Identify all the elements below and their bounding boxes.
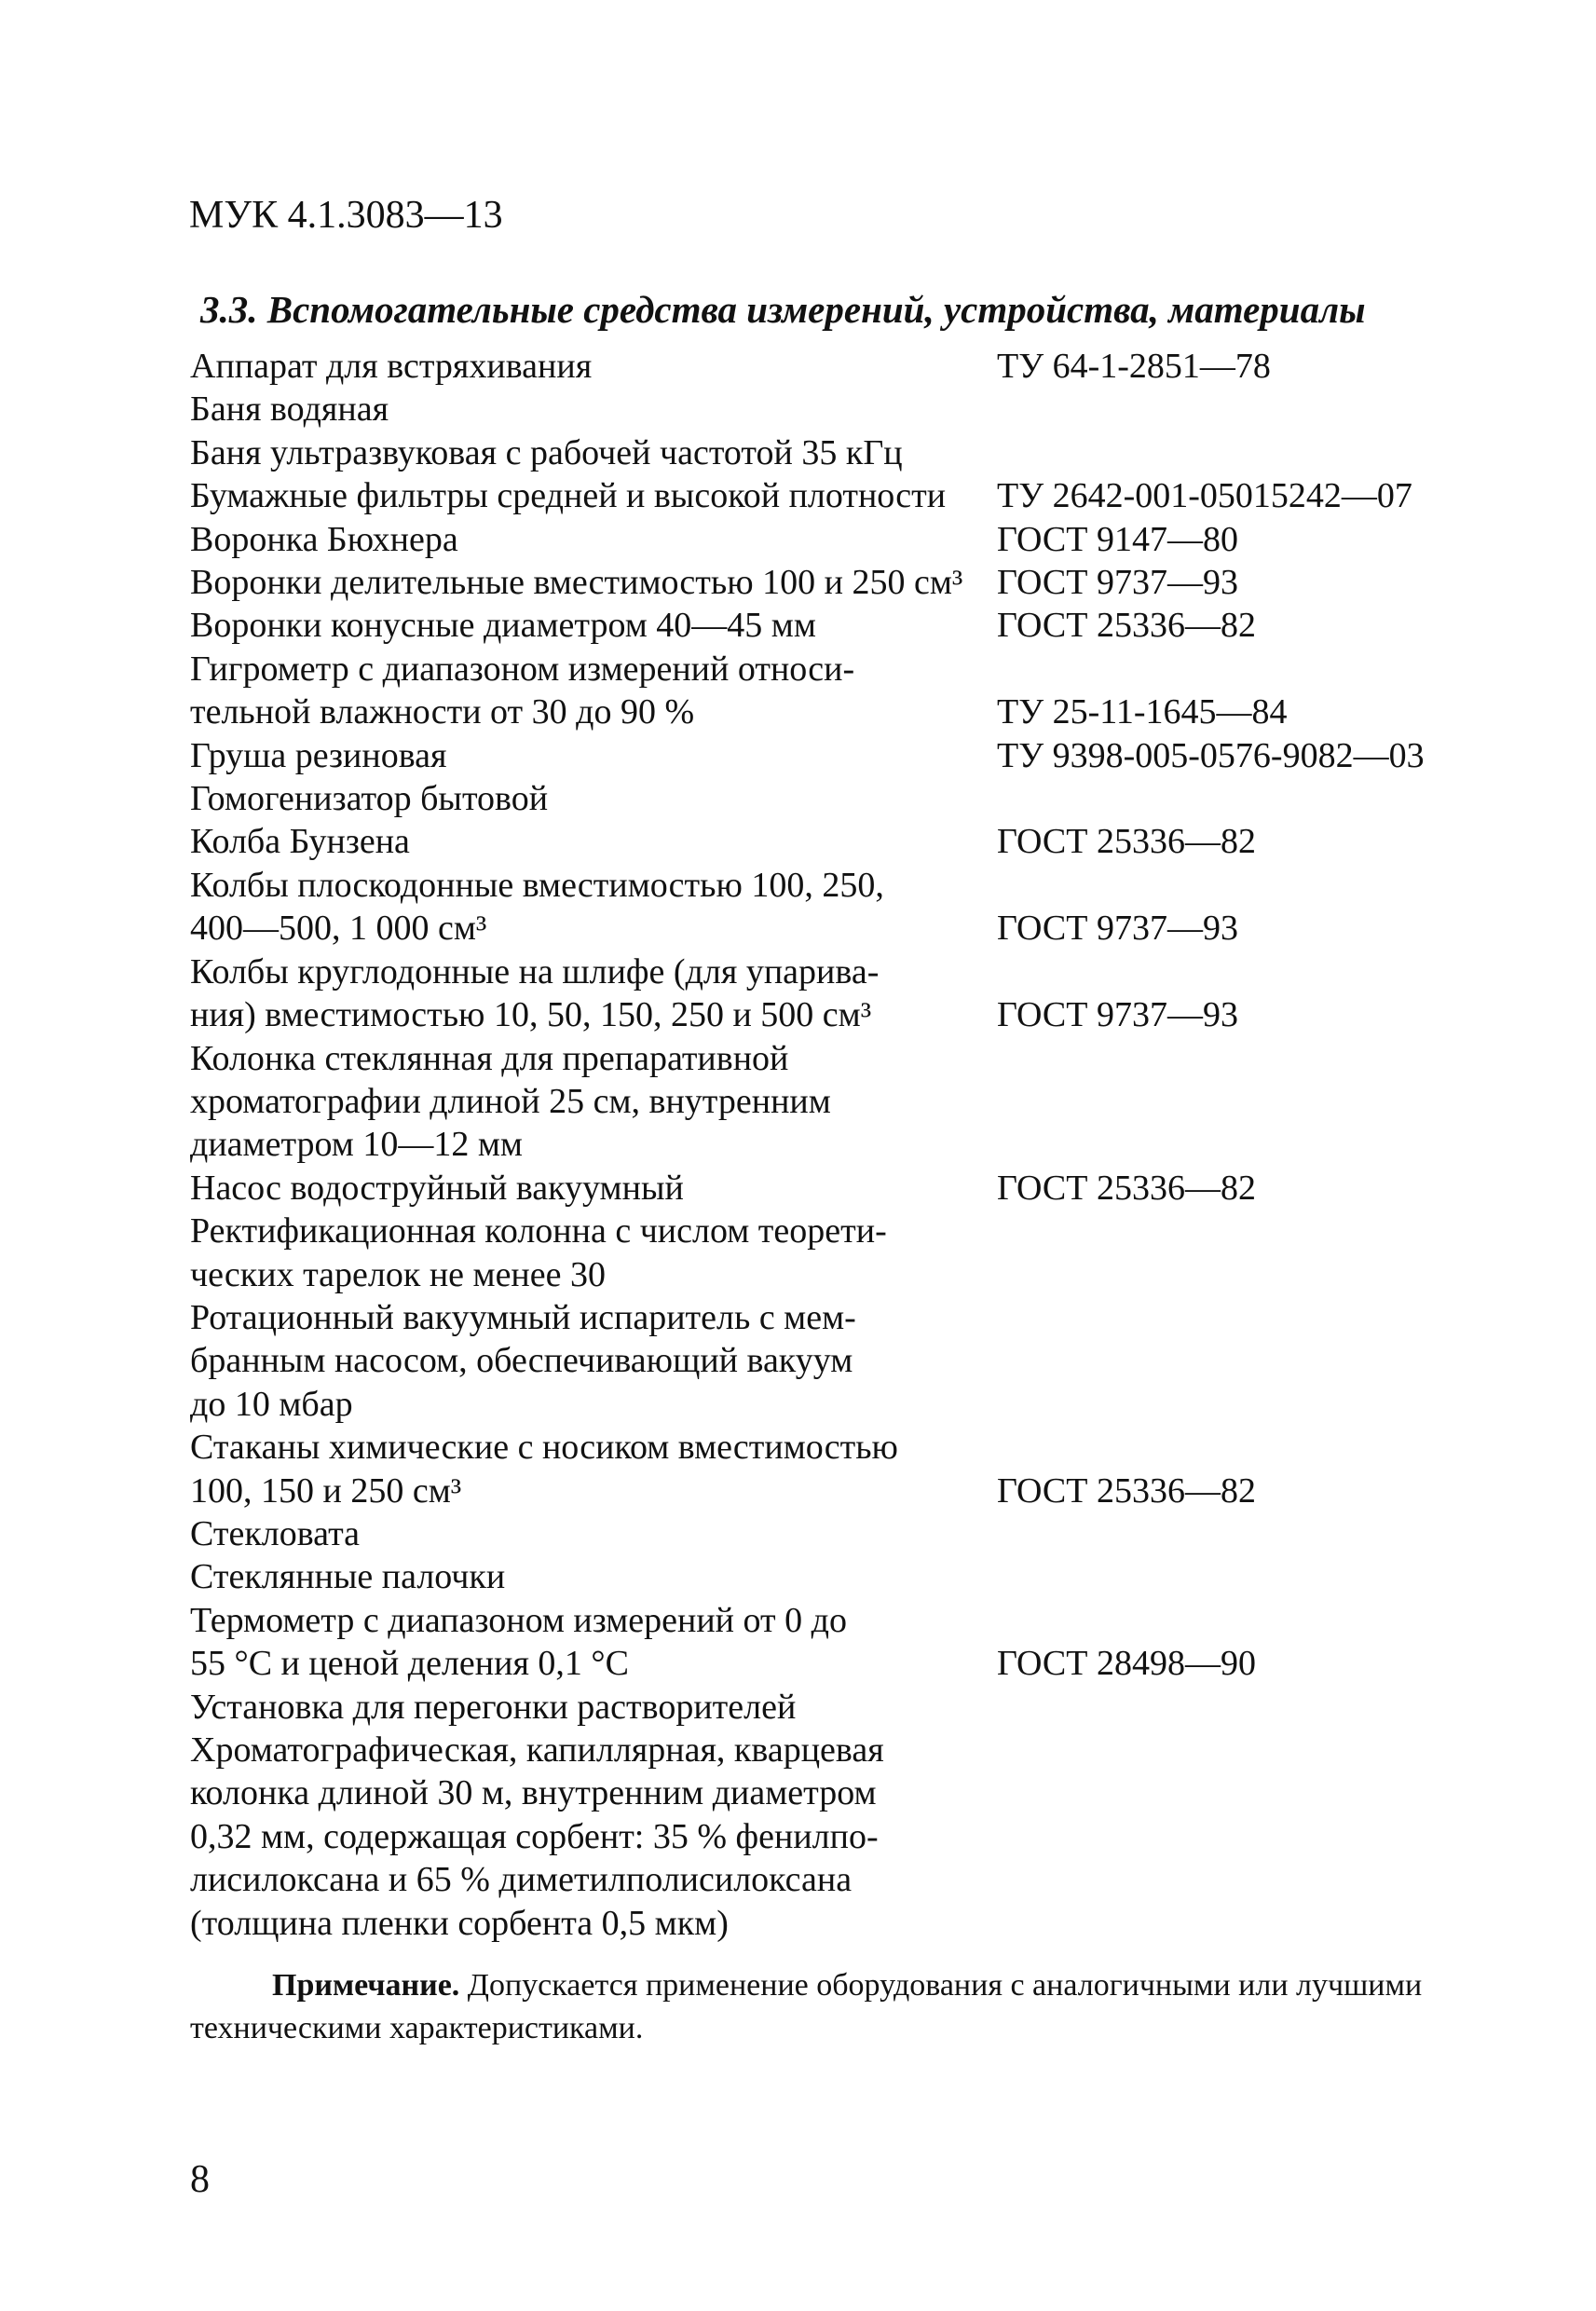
equipment-item-line: Воронка Бюхнера (190, 519, 458, 559)
equipment-item-name (190, 345, 987, 388)
equipment-item-standard: ГОСТ 9737—93 (997, 995, 1238, 1035)
equipment-item-line: Гомогенизатор бытовой (190, 779, 549, 819)
equipment-item-name (190, 648, 987, 734)
equipment-item-name (190, 1210, 987, 1296)
equipment-item (190, 648, 1448, 734)
equipment-item-name (190, 561, 987, 604)
equipment-item (190, 1167, 1448, 1210)
equipment-item-name (190, 864, 987, 950)
equipment-item (190, 1426, 1448, 1512)
equipment-item-line: Насос водоструйный вакуумный (190, 1168, 684, 1208)
equipment-item (190, 1296, 1448, 1426)
equipment-item-line: ческих тарелок не менее 30 (190, 1254, 606, 1294)
equipment-item (190, 1512, 1448, 1555)
equipment-item-standard: ТУ 9398-005-0576-9082—03 (997, 735, 1425, 775)
equipment-item-line: до 10 мбар (190, 1384, 353, 1424)
equipment-item-line: лисилоксана и 65 % диметилполисилоксана (190, 1860, 853, 1900)
equipment-list (190, 345, 1448, 1945)
equipment-item-line: хроматографии длиной 25 см, внутренним (190, 1081, 831, 1121)
equipment-item-line: Установка для перегонки растворителей (190, 1687, 797, 1727)
equipment-item (190, 734, 1448, 777)
equipment-item-name (190, 518, 987, 561)
equipment-item-line: Груша резиновая (190, 735, 447, 775)
equipment-item-line: колонка длиной 30 м, внутренним диаметром (190, 1773, 877, 1813)
equipment-item-line: 0,32 мм, содержащая сорбент: 35 % фенилпо- (190, 1816, 879, 1856)
equipment-item-standard: ГОСТ 25336—82 (997, 606, 1256, 646)
equipment-item-name (190, 604, 987, 647)
equipment-item (190, 1555, 1448, 1598)
equipment-item-standard: ТУ 2642-001-05015242—07 (997, 476, 1412, 516)
equipment-item-line: Бумажные фильтры средней и высокой плотности (190, 476, 947, 516)
equipment-item (190, 1729, 1448, 1945)
equipment-item-name (190, 474, 987, 517)
equipment-item-line: Аппарат для встряхивания (190, 347, 593, 386)
equipment-item (190, 1686, 1448, 1729)
note-label: Примечание. (272, 1968, 460, 2003)
equipment-item-name (190, 1729, 987, 1945)
equipment-item-line: Воронки делительные вместимостью 100 и 250 см³ (190, 563, 963, 603)
document-code: МУК 4.1.3083—13 (189, 194, 503, 237)
equipment-item-line: ния) вместимостью 10, 50, 150, 250 и 500 см³ (190, 995, 872, 1035)
equipment-item-standard: ТУ 25-11-1645—84 (997, 692, 1288, 732)
equipment-item-line: Ректификационная колонна с числом теорети- (190, 1211, 887, 1251)
equipment-item-name (190, 1512, 987, 1555)
equipment-item-standard: ГОСТ 25336—82 (997, 1168, 1256, 1208)
equipment-item-standard: ГОСТ 9737—93 (997, 909, 1238, 949)
equipment-item-standard: ГОСТ 25336—82 (997, 822, 1256, 862)
equipment-item (190, 561, 1448, 604)
equipment-item (190, 1210, 1448, 1296)
equipment-item (190, 431, 1448, 474)
equipment-item-line: тельной влажности от 30 до 90 % (190, 692, 695, 732)
equipment-item (190, 950, 1448, 1037)
equipment-item-line: Стаканы химические с носиком вместимостью (190, 1428, 898, 1468)
equipment-item-line: бранным насосом, обеспечивающий вакуум (190, 1341, 853, 1381)
equipment-item (190, 604, 1448, 647)
equipment-item-standard: ГОСТ 25336—82 (997, 1470, 1256, 1511)
equipment-item-line: Ротационный вакуумный испаритель с мем- (190, 1297, 856, 1337)
section-title: 3.3. Вспомогательные средства измерений, устройства, материалы (200, 288, 1366, 331)
equipment-item-name (190, 388, 987, 431)
equipment-item-name (190, 431, 987, 474)
page-number: 8 (190, 2158, 210, 2201)
equipment-item (190, 1599, 1448, 1686)
equipment-item-line: Баня водяная (190, 390, 389, 430)
equipment-item-line: Воронки конусные диаметром 40—45 мм (190, 606, 816, 646)
equipment-item-name (190, 1296, 987, 1426)
equipment-item-line: Гигрометр с диапазоном измерений относи- (190, 649, 855, 689)
equipment-item-line: Колба Бунзена (190, 822, 410, 862)
equipment-item (190, 777, 1448, 820)
equipment-item-line: Колбы плоскодонные вместимостью 100, 250, (190, 865, 884, 905)
equipment-item-standard: ТУ 64-1-2851—78 (997, 347, 1271, 386)
equipment-item (190, 388, 1448, 431)
equipment-item-line: Стекловата (190, 1513, 361, 1553)
equipment-item-line: (толщина пленки сорбента 0,5 мкм) (190, 1903, 729, 1943)
equipment-item-name (190, 1037, 987, 1167)
equipment-item (190, 345, 1448, 388)
note (190, 1964, 1457, 2050)
equipment-item-name (190, 820, 987, 863)
equipment-item-line: 400—500, 1 000 см³ (190, 909, 487, 949)
equipment-item (190, 474, 1448, 517)
equipment-item-line: Баня ультразвуковая с рабочей частотой 35 кГц (190, 432, 903, 472)
equipment-item-line: диаметром 10—12 мм (190, 1125, 523, 1165)
equipment-item-name (190, 1426, 987, 1512)
equipment-item-name (190, 734, 987, 777)
equipment-item-standard: ГОСТ 9737—93 (997, 563, 1238, 603)
equipment-item-name (190, 1555, 987, 1598)
equipment-item-line: Хроматографическая, капиллярная, кварцевая (190, 1730, 884, 1770)
equipment-item-line: Колбы круглодонные на шлифе (для упарива- (190, 951, 880, 991)
equipment-item-name (190, 950, 987, 1037)
equipment-item-standard: ГОСТ 9147—80 (997, 519, 1238, 559)
equipment-item (190, 864, 1448, 950)
equipment-item-line: 55 °С и ценой деления 0,1 °С (190, 1644, 629, 1684)
equipment-item (190, 820, 1448, 863)
equipment-item-line: Термометр с диапазоном измерений от 0 до (190, 1600, 847, 1640)
note-text: Допускается применение оборудования с аналогичными или лучшими техническими характеристиками. (190, 1968, 1423, 2045)
equipment-item-name (190, 1167, 987, 1210)
equipment-item-line: Стеклянные палочки (190, 1557, 506, 1597)
equipment-item-name (190, 1686, 987, 1729)
equipment-item-standard: ГОСТ 28498—90 (997, 1644, 1256, 1684)
equipment-item (190, 1037, 1448, 1167)
equipment-item-name (190, 777, 987, 820)
equipment-item-name (190, 1599, 987, 1686)
equipment-item-line: 100, 150 и 250 см³ (190, 1470, 462, 1511)
equipment-item (190, 518, 1448, 561)
equipment-item-line: Колонка стеклянная для препаративной (190, 1038, 789, 1078)
